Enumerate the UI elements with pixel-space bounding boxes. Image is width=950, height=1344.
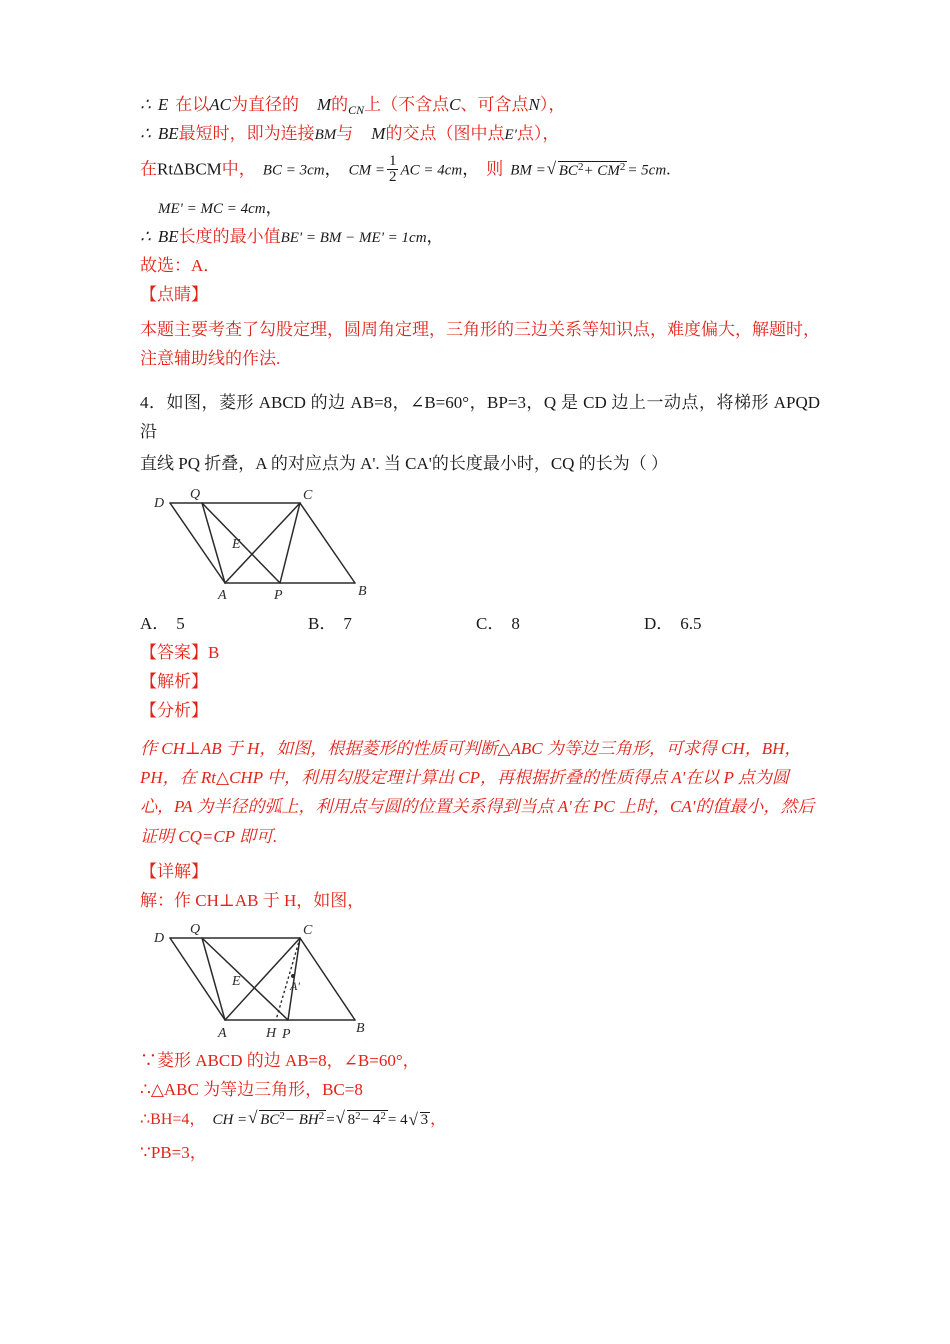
- option-D-key: D．: [644, 613, 674, 633]
- text-frag-6: ），: [539, 95, 566, 114]
- comma-3: ，: [265, 198, 283, 218]
- side-AD-2: [170, 938, 225, 1020]
- eq-BEprime: BE' = BM − ME' = 1cm: [280, 230, 427, 247]
- label-H: H: [266, 1025, 277, 1041]
- segment-BE-2: BE: [157, 227, 179, 247]
- option-B[interactable]: [308, 609, 476, 634]
- fenxi-body: [140, 734, 820, 851]
- exponent-2: 2: [619, 160, 626, 173]
- jiexi-row: [140, 673, 820, 693]
- segment-BE: BE: [157, 124, 179, 144]
- text-frag-12: 中，: [221, 159, 256, 179]
- text-frag-13: 则: [486, 159, 504, 179]
- eq-BM-rhs: = 5cm: [627, 162, 667, 179]
- radicand-BC: BC: [558, 162, 578, 179]
- proof-line-2-text: ∴△ABC 为等边三角形，BC=8: [140, 1079, 363, 1099]
- fraction-denominator: 2: [388, 169, 397, 186]
- label-C: C: [303, 487, 313, 503]
- exponent-5: 2: [355, 1109, 361, 1122]
- point-E: E: [157, 95, 169, 114]
- xiangjie-line-1: [140, 892, 820, 912]
- solution-line-5: [140, 228, 820, 248]
- therefore-symbol-2: ∴: [140, 124, 151, 144]
- eq-BM-lhs: BM =: [510, 162, 546, 179]
- label-A: A: [218, 587, 227, 603]
- label-P-2: P: [282, 1026, 291, 1042]
- radicand-BC-2: BC: [260, 1111, 280, 1128]
- label-E: E: [232, 536, 241, 552]
- text-frag-8: 与: [336, 124, 354, 144]
- label-B-2: B: [356, 1020, 365, 1036]
- text-frag-4: 上（不含点: [364, 95, 450, 114]
- therefore-symbol-1: ∴: [140, 95, 151, 114]
- fenxi-row: [140, 702, 820, 722]
- document-content: [140, 96, 820, 1173]
- option-C-key: C．: [476, 613, 505, 633]
- question-text-line-2: 直线 PQ 折叠，A 的对应点为 A'. 当 CA'的长度最小时，CQ 的长为（ ）: [140, 454, 668, 474]
- radicand-4: − 4: [360, 1111, 381, 1128]
- exponent-4: 2: [318, 1109, 325, 1122]
- answer-value: B: [208, 642, 220, 662]
- label-D-2: D: [154, 930, 165, 946]
- eq-CH-lhs: CH =: [212, 1111, 248, 1128]
- exponent-1: 2: [577, 160, 584, 173]
- question-number: 4．: [140, 392, 167, 412]
- sqrt-BC2-plus-CM2: [547, 161, 628, 179]
- comma-1: ，: [324, 159, 342, 179]
- text-frag-14: 长度的最小值: [178, 227, 281, 247]
- question-4-options: [140, 609, 820, 634]
- sqrt-BC2-minus-BH2: [248, 1110, 326, 1128]
- triangle-BCM: RtΔBCM: [157, 159, 222, 179]
- period-1: .: [666, 159, 671, 179]
- option-D[interactable]: [644, 609, 812, 634]
- sqrt-64-minus-16: [336, 1110, 388, 1128]
- radicand-8: 8: [347, 1111, 356, 1128]
- side-CB: [300, 503, 355, 583]
- text-frag-9: 的交点（图中点: [385, 124, 505, 144]
- comma-5: ，: [430, 1110, 447, 1128]
- label-C-2: C: [303, 922, 313, 938]
- answer-header-label: 【答案】: [140, 642, 208, 662]
- label-A-prime: A': [290, 978, 300, 993]
- figure-1-container: [140, 485, 820, 603]
- side-AD: [170, 503, 225, 583]
- text-frag-7: 最短时，即为连接: [178, 124, 315, 144]
- option-A-value: 5: [176, 613, 185, 633]
- fraction-numerator: 1: [388, 153, 397, 170]
- eq-CM-rhs: AC = 4cm: [400, 162, 463, 179]
- result-coefficient: = 4: [387, 1111, 408, 1128]
- label-E-2: E: [232, 973, 241, 989]
- option-B-key: B．: [308, 613, 337, 633]
- option-C[interactable]: [476, 609, 644, 634]
- point-N: N: [528, 95, 540, 114]
- option-A-key: A．: [140, 613, 170, 633]
- text-frag-11: 在: [140, 159, 157, 179]
- dianjing-header-label: 【点睛】: [140, 285, 208, 305]
- comma-4: ，: [426, 227, 444, 247]
- radicand-3: 3: [420, 1111, 429, 1128]
- proof-line-1-text: ∵菱形 ABCD 的边 AB=8，∠B=60°，: [140, 1050, 420, 1070]
- eq-BC: BC = 3cm: [262, 162, 325, 179]
- fenxi-body-text: 作 CH⊥AB 于 H，如图，根据菱形的性质可判断△ABC 为等边三角形，可求得 CH，BH，PH，在 Rt△CHP 中，利用勾股定理计算出 CP，再根据折叠的性质得点 A'在以 P 点为圆心，PA 为半径的弧上，利用点与圆的位置关系得到当点 A'在 PC 上时，CA'的值最小，然后证明 CQ=CP 即可.: [140, 738, 815, 846]
- xiangjie-line-1-text: 解：作 CH⊥AB 于 H，如图，: [140, 890, 365, 910]
- segment-BM-1: BM: [314, 127, 337, 144]
- radicand-CM: + CM: [583, 162, 620, 179]
- equals-1: =: [326, 1111, 335, 1128]
- label-D: D: [154, 495, 165, 511]
- exponent-3: 2: [279, 1109, 285, 1122]
- solution-line-4: [140, 199, 820, 219]
- therefore-symbol-3: ∴: [140, 227, 151, 247]
- eq-CM-lhs: CM =: [348, 162, 385, 179]
- segment-QP-2: [202, 938, 288, 1020]
- segment-AC: AC: [209, 95, 231, 114]
- solution-line-2: [140, 125, 820, 145]
- solution-line-1: [140, 96, 820, 116]
- text-frag-10: 点），: [516, 124, 560, 144]
- text-frag-5: 、可含点: [460, 95, 529, 114]
- fenxi-header-label: 【分析】: [140, 700, 208, 720]
- proof-line-1: [140, 1052, 820, 1072]
- solution-choice-line: [140, 257, 820, 277]
- point-E-prime: E': [504, 127, 517, 144]
- label-Q-2: Q: [190, 921, 201, 937]
- xiangjie-row: [140, 863, 820, 883]
- label-P: P: [274, 587, 283, 603]
- sqrt-3: [409, 1112, 431, 1128]
- chosen-answer-text: 故选：A．: [140, 256, 221, 276]
- comma-2: ，: [462, 159, 480, 179]
- option-B-value: 7: [343, 613, 352, 633]
- proof-line-3-prefix: ∴BH=4，: [140, 1110, 206, 1128]
- proof-line-3: [140, 1110, 820, 1130]
- option-C-value: 8: [511, 613, 520, 633]
- proof-line-4: [140, 1144, 820, 1164]
- label-B: B: [358, 583, 367, 599]
- dianjing-body-text: 本题主要考查了勾股定理，圆周角定理，三角形的三边关系等知识点，难度偏大，解题时，注意辅助线的作法.: [140, 320, 820, 369]
- point-C-1: C: [449, 95, 461, 114]
- text-frag-3: 的: [331, 95, 349, 114]
- question-text-line-1: 如图，菱形 ABCD 的边 AB=8，∠B=60°，BP=3，Q 是 CD 边上一动点，将梯形 APQD 沿: [140, 392, 821, 442]
- text-frag-1: 在以: [175, 95, 210, 114]
- figure-2-svg: [140, 920, 400, 1042]
- figure-2-container: [140, 920, 820, 1042]
- label-A-2: A: [218, 1025, 227, 1041]
- jiexi-header-label: 【解析】: [140, 671, 208, 691]
- segment-CP: [280, 503, 300, 583]
- circle-M-1: M: [316, 95, 332, 114]
- exponent-6: 2: [380, 1109, 386, 1122]
- figure-1-svg: [140, 485, 390, 603]
- radicand-BH: − BH: [284, 1111, 319, 1128]
- eq-MEprime: ME' = MC = 4cm: [158, 201, 266, 218]
- option-D-value: 6.5: [680, 613, 702, 633]
- point-A-prime-marker: [291, 974, 295, 978]
- label-Q: Q: [190, 486, 201, 502]
- arc-CN: CN: [348, 103, 365, 118]
- segment-QA-2: [202, 938, 225, 1020]
- fraction-one-half: [387, 154, 399, 185]
- question-4-stem: [140, 388, 820, 479]
- answer-row: [140, 644, 820, 664]
- solution-line-3: [140, 154, 820, 185]
- circle-M-2: M: [371, 124, 386, 144]
- xiangjie-header-label: 【详解】: [140, 861, 208, 881]
- proof-line-2: [140, 1081, 820, 1101]
- dianjing-body: [140, 315, 820, 373]
- option-A[interactable]: [140, 609, 308, 634]
- dianjing-header: [140, 286, 820, 306]
- side-CB-2: [300, 938, 355, 1020]
- text-frag-2: 为直径的: [230, 95, 299, 114]
- proof-line-4-text: ∵PB=3，: [140, 1142, 207, 1162]
